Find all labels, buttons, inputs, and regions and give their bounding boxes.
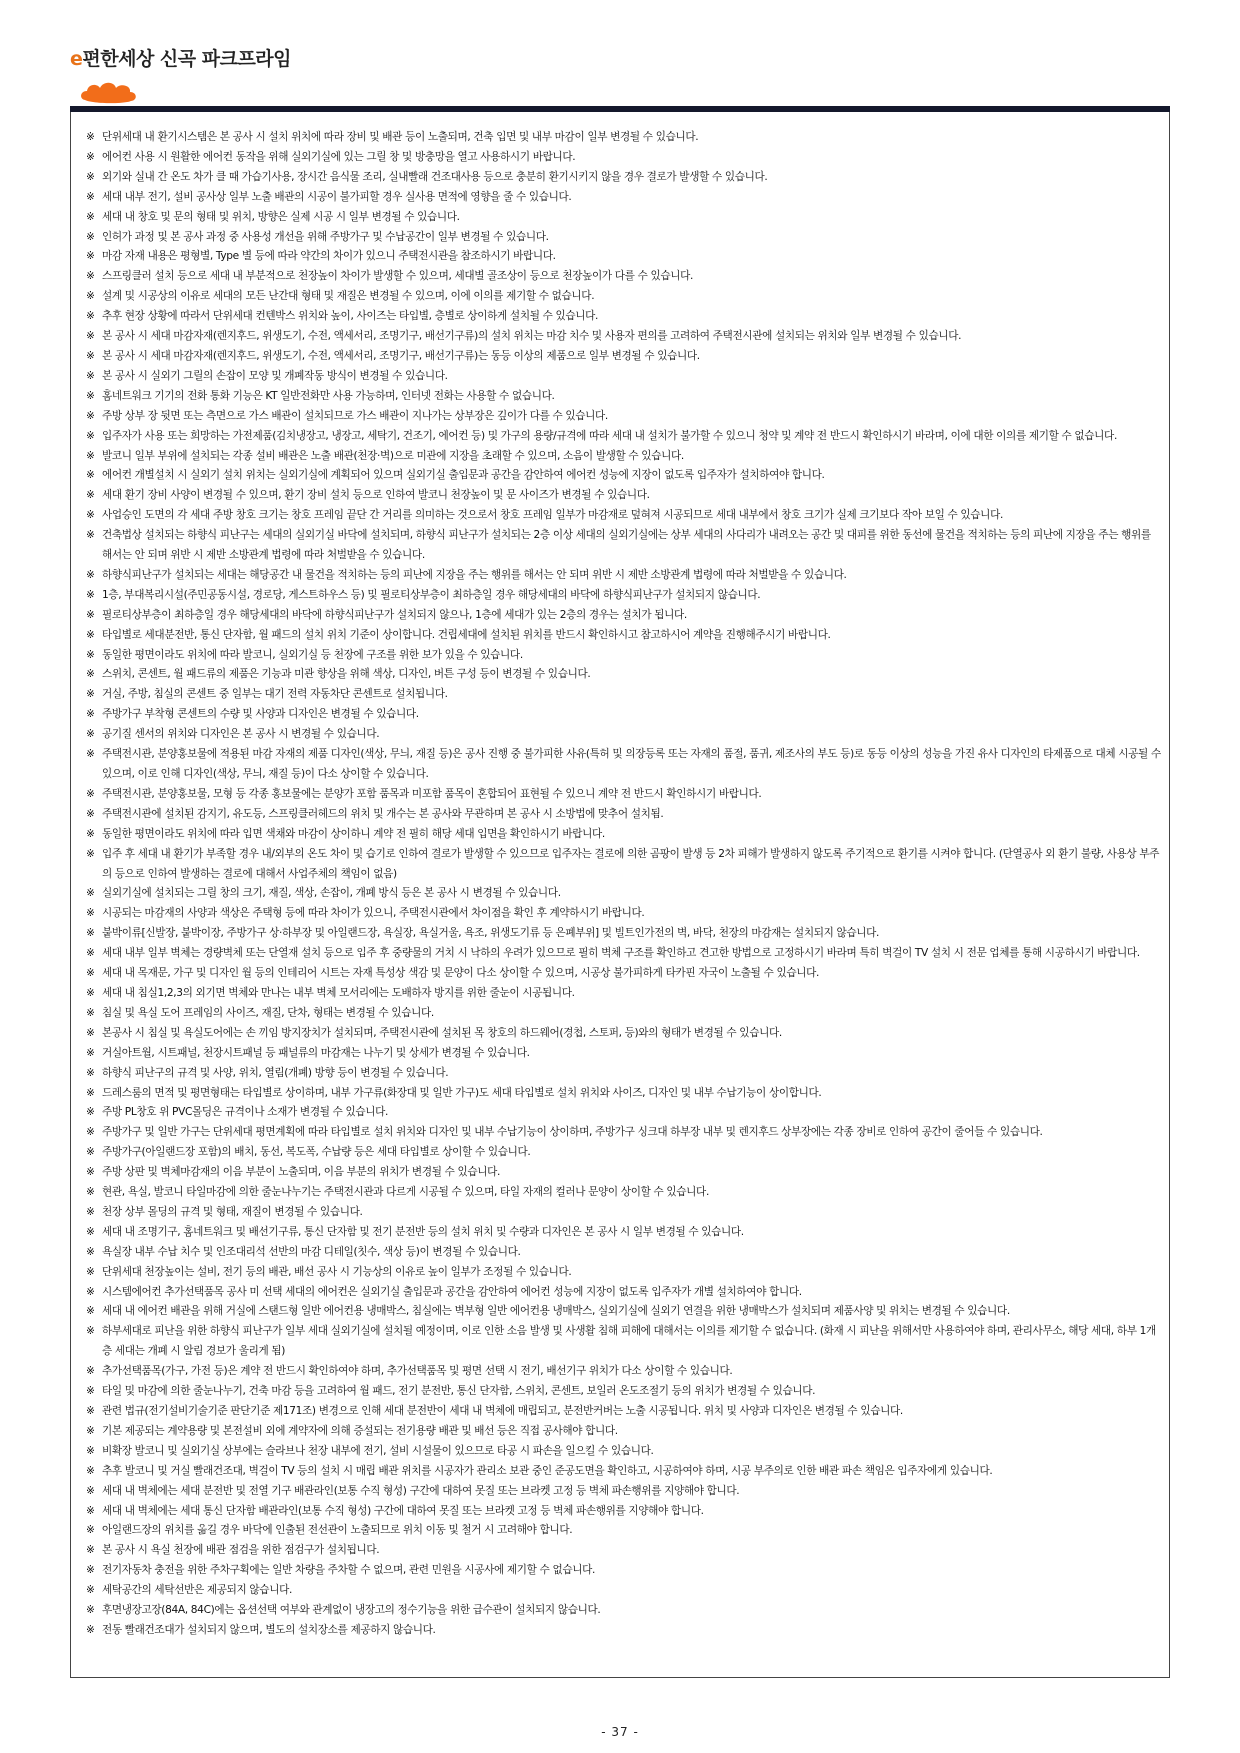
reference-mark-icon: ※ [86,1126,95,1139]
notice-item [86,924,1162,944]
reference-mark-icon: ※ [86,349,95,362]
notice-item [86,526,1162,566]
notice-text: 주방가구 부착형 콘센트의 수량 및 사양과 디자인은 변경될 수 있습니다. [102,708,419,721]
notice-text: 시공되는 마감재의 사양과 색상은 주택형 등에 따라 차이가 있으니, 주택전시관에서 차이점을 확인 후 계약하시기 바랍니다. [102,907,645,920]
notice-text: 타일 및 마감에 의한 줄눈나누기, 건축 마감 등을 고려하여 월 패드, 전기 분전반, 통신 단자함, 스위치, 콘센트, 보일러 온도조절기 등의 위치가 변경될 수 있습니다. [102,1385,816,1398]
reference-mark-icon: ※ [86,668,95,681]
notice-item [86,128,1162,148]
reference-mark-icon: ※ [86,1584,95,1597]
brand-prefix: e [70,48,83,70]
notice-text: 주택전시관, 분양홍보물에 적용된 마감 자재의 제품 디자인(색상, 무늬, 재질 등)은 공사 진행 중 불가피한 사유(특허 및 의장등록 또는 자재의 품절, 품귀, 제조사의 부도 등)로 동등 이상의 성능을 가진 유사 디자인의 타제품으로 대체 시공될 수 있으며, 이로 인해 디자인(색상, 무늬, 재질 등)이 다소 상이할 수 있습니다. [102,748,1161,780]
notice-text: 추후 현장 상황에 따라서 단위세대 컨텐박스 위치와 높이, 사이즈는 타입별, 층별로 상이하게 설치될 수 있습니다. [102,310,599,323]
notice-item [86,845,1162,885]
notice-item [86,1283,1162,1303]
notice-item [86,825,1162,845]
notice-item [86,685,1162,705]
notice-item [86,1601,1162,1621]
notice-item [86,665,1162,685]
reference-mark-icon: ※ [86,449,95,462]
reference-mark-icon: ※ [86,190,95,203]
notice-item [86,944,1162,964]
reference-mark-icon: ※ [86,628,95,641]
notice-text: 세대 내 창호 및 문의 형태 및 위치, 방향은 실제 시공 시 일부 변경될 수 있습니다. [102,210,460,223]
reference-mark-icon: ※ [86,688,95,701]
notice-text: 붙박이류[신발장, 붙박이장, 주방가구 상·하부장 및 아일랜드장, 욕실장, 욕실거울, 욕조, 위생도기류 등 은폐부위] 및 빌트인가전의 벽, 바닥, 천장의 마감재는 설치되지 않습니다. [102,927,880,940]
reference-mark-icon: ※ [86,1464,95,1477]
notice-text: 세대 내 벽체에는 세대 통신 단자함 배관라인(보통 수직 형성) 구간에 대하여 못질 또는 브라켓 고정 등 벽체 파손행위를 지양해야 합니다. [102,1504,704,1517]
notice-item [86,307,1162,327]
notice-item [86,1004,1162,1024]
reference-mark-icon: ※ [86,489,95,502]
notice-item [86,646,1162,666]
notice-text: 입주 후 세대 내 환기가 부족할 경우 내/외부의 온도 차이 및 습기로 인하여 결로가 발생할 수 있으므로 입주자는 결로에 의한 곰팡이 발생 등 2차 피해가 발생하지 않도록 주기적으로 환기를 시켜야 합니다. (단열공사 외 환기 불량, 사용상 부주의 등으로 인하여 발생하는 결로에 대해서 사업주체의 책임이 없음) [102,847,1160,880]
notice-item [86,1103,1162,1123]
notice-text: 주방가구(아일랜드장 포함)의 배치, 동선, 복도폭, 수납량 등은 세대 타입별로 상이할 수 있습니다. [102,1146,531,1159]
notice-text: 동일한 평면이라도 위치에 따라 발코니, 실외기실 등 천장에 구조를 위한 보가 있을 수 있습니다. [102,648,523,661]
notice-text: 세대 환기 장비 사양이 변경될 수 있으며, 환기 장비 설치 등으로 인하여 발코니 천장높이 및 문 사이즈가 변경될 수 있습니다. [102,489,650,502]
reference-mark-icon: ※ [86,1146,95,1159]
notice-item [86,1442,1162,1462]
notice-text: 관련 법규(전기설비기술기준 판단기준 제171조) 변경으로 인해 세대 분전반이 세대 내 벽체에 매립되고, 분전반커버는 노출 시공됩니다. 위치 및 사양과 디자인은 변경될 수 있습니다. [102,1405,903,1417]
notice-text: 세대 내 침실1,2,3의 외기면 벽체와 만나는 내부 벽체 모서리에는 도배하자 방지를 위한 줄눈이 시공됩니다. [102,986,575,999]
notice-item [86,566,1162,586]
reference-mark-icon: ※ [86,787,95,800]
notice-text: 천장 상부 몰딩의 규격 및 형태, 재질이 변경될 수 있습니다. [102,1205,363,1218]
reference-mark-icon: ※ [86,131,95,143]
notice-item [86,367,1162,387]
notice-text: 현관, 욕실, 발코니 타일마감에 의한 줄눈나누기는 주택전시관과 다르게 시공될 수 있으며, 타일 자재의 컬러나 문양이 상이할 수 있습니다. [102,1186,709,1199]
notice-item [86,1482,1162,1502]
notice-item [86,267,1162,287]
reference-mark-icon: ※ [86,310,95,323]
notice-text: 1층, 부대복리시설(주민공동시설, 경로당, 게스트하우스 등) 및 필로티상부층이 최하층일 경우 해당세대의 바닥에 하향식피난구가 설치되지 않습니다. [102,588,761,601]
notice-text: 비확장 발코니 및 실외기실 상부에는 슬라브나 천장 내부에 전기, 설비 시설물이 있으므로 타공 시 파손을 일으킬 수 있습니다. [102,1444,654,1457]
notice-item [86,168,1162,188]
notice-text: 에어컨 사용 시 원활한 에어컨 동작을 위해 실외기실에 있는 그릴 창 및 방충망을 열고 사용하시기 바랍니다. [102,150,576,163]
reference-mark-icon: ※ [86,1544,95,1557]
notice-text: 세대 내 벽체에는 세대 분전반 및 전열 기구 배관라인(보통 수직 형성) 구간에 대하여 못질 또는 브라켓 고정 등 벽체 파손행위를 지양해야 합니다. [102,1484,740,1497]
reference-mark-icon: ※ [86,389,95,402]
notice-text: 세대 내부 일부 벽체는 경량벽체 또는 단열재 설치 등으로 입주 후 중량물의 거치 시 낙하의 우려가 있으므로 필히 벽체 구조를 확인하고 견고한 방법으로 고정하시기 바라며 특히 벽걸이 TV 설치 시 전문 업체를 통해 시공하시기 바랍니다. [102,947,1140,960]
notice-item [86,228,1162,248]
reference-mark-icon: ※ [86,1166,95,1179]
notice-text: 세대 내 목재문, 가구 및 디자인 월 등의 인테리어 시트는 자재 특성상 색감 및 문양이 다소 상이할 수 있으며, 시공상 불가피하게 타카핀 자국이 노출될 수 있습니다. [102,967,820,980]
notice-item [86,407,1162,427]
notice-text: 입주자가 사용 또는 희망하는 가전제품(김치냉장고, 냉장고, 세탁기, 건조기, 에어컨 등) 및 가구의 용량/규격에 따라 세대 내 설치가 불가할 수 있으니 청약 및 계약 전 반드시 확인하시기 바라며, 이에 대한 이의를 제기할 수 없습니다. [102,429,1117,442]
reference-mark-icon: ※ [86,1424,95,1437]
notice-text: 시스템에어컨 추가선택품목 공사 미 선택 세대의 에어컨은 실외기실 출입문과 공간을 감안하여 에어컨 성능에 지장이 없도록 입주자가 개별 설치하여야 합니다. [102,1285,802,1298]
notice-text: 거실, 주방, 침실의 콘센트 중 일부는 대기 전력 자동차단 콘센트로 설치됩니다. [102,688,448,701]
reference-mark-icon: ※ [86,1564,95,1577]
notice-text: 기본 제공되는 계약용량 및 본전설비 외에 계약자에 의해 증설되는 전기용량 배관 및 배선 등은 직접 공사해야 합니다. [102,1424,618,1437]
notice-item [86,208,1162,228]
notice-text: 주방 상판 및 벽체마감재의 이음 부분이 노출되며, 이음 부분의 위치가 변경될 수 있습니다. [102,1166,501,1179]
notice-item [86,1183,1162,1203]
reference-mark-icon: ※ [86,728,95,741]
reference-mark-icon: ※ [86,1186,95,1199]
reference-mark-icon: ※ [86,1086,95,1099]
notice-item [86,1084,1162,1104]
notice-item [86,466,1162,486]
notice-text: 추가선택품목(가구, 가전 등)은 계약 전 반드시 확인하여야 하며, 추가선택품목 및 평면 선택 시 전기, 배선기구 위치가 다소 상이할 수 있습니다. [102,1365,733,1378]
reference-mark-icon: ※ [86,887,95,900]
notice-item [86,1163,1162,1183]
reference-mark-icon: ※ [86,648,95,661]
reference-mark-icon: ※ [86,1365,95,1378]
reference-mark-icon: ※ [86,509,95,522]
notice-text: 세대 내부 전기, 설비 공사상 일부 노출 배관의 시공이 불가피할 경우 실사용 면적에 영향을 줄 수 있습니다. [102,190,572,203]
reference-mark-icon: ※ [86,429,95,442]
notice-item [86,327,1162,347]
notice-item [86,447,1162,467]
notice-item [86,1382,1162,1402]
notice-item [86,1302,1162,1322]
notice-item [86,247,1162,267]
reference-mark-icon: ※ [86,1524,95,1537]
reference-mark-icon: ※ [86,1066,95,1079]
notice-text: 발코니 일부 부위에 설치되는 각종 설비 배관은 노출 배관(천장·벽)으로 미관에 지장을 초래할 수 있으며, 소음이 발생할 수 있습니다. [102,449,684,462]
notice-item [86,805,1162,825]
notice-text: 타입별로 세대분전반, 통신 단자함, 월 패드의 설치 위치 기준이 상이합니다. 건립세대에 설치된 위치를 반드시 확인하시고 참고하시어 계약을 진행해주시기 바랍니다. [102,628,831,641]
reference-mark-icon: ※ [86,1444,95,1457]
reference-mark-icon: ※ [86,330,95,343]
reference-mark-icon: ※ [86,1484,95,1497]
reference-mark-icon: ※ [86,1385,95,1398]
notice-item [86,427,1162,447]
notice-item [86,1402,1162,1422]
notice-text: 외기와 실내 간 온도 차가 클 때 가습기사용, 장시간 음식물 조리, 실내빨래 건조대사용 등으로 충분히 환기시키지 않을 경우 결로가 발생할 수 있습니다. [102,170,768,183]
reference-mark-icon: ※ [86,529,95,542]
notice-item [86,1143,1162,1163]
notice-text: 공기질 센서의 위치와 디자인은 본 공사 시 변경될 수 있습니다. [102,728,380,741]
reference-mark-icon: ※ [86,1046,95,1059]
notice-text: 필로티상부층이 최하층일 경우 해당세대의 바닥에 하향식피난구가 설치되지 않으나, 1층에 세대가 있는 2층의 경우는 설치가 됩니다. [102,608,687,621]
reference-mark-icon: ※ [86,270,95,283]
brand-title [70,44,291,71]
reference-mark-icon: ※ [86,1245,95,1258]
notice-item [86,1561,1162,1581]
notice-item [86,1621,1162,1641]
reference-mark-icon: ※ [86,1026,95,1039]
reference-mark-icon: ※ [86,1205,95,1218]
reference-mark-icon: ※ [86,290,95,303]
notice-text: 스프링클러 설치 등으로 세대 내 부분적으로 천장높이 차이가 발생할 수 있으며, 세대별 골조상이 등으로 천장높이가 다를 수 있습니다. [102,270,694,283]
reference-mark-icon: ※ [86,1325,95,1338]
notice-text: 욕실장 내부 수납 치수 및 인조대리석 선반의 마감 디테일(칫수, 색상 등)이 변경될 수 있습니다. [102,1245,521,1258]
reference-mark-icon: ※ [86,608,95,621]
reference-mark-icon: ※ [86,369,95,382]
notice-item [86,1422,1162,1442]
reference-mark-icon: ※ [86,1106,95,1119]
notice-item [86,1263,1162,1283]
reference-mark-icon: ※ [86,250,95,263]
reference-mark-icon: ※ [86,1623,95,1636]
notice-item [86,606,1162,626]
reference-mark-icon: ※ [86,588,95,601]
notice-text: 하향식피난구가 설치되는 세대는 해당공간 내 물건을 적치하는 등의 피난에 지장을 주는 행위를 해서는 안 되며 위반 시 제반 소방관계 법령에 따라 처벌받을 수 있습니다. [102,568,847,581]
reference-mark-icon: ※ [86,708,95,721]
notice-text: 주택전시관, 분양홍보물, 모형 등 각종 홍보물에는 분양가 포함 품목과 미포함 품목이 혼합되어 표현될 수 있으니 계약 전 반드시 확인하시기 바랍니다. [102,787,762,800]
notice-item [86,725,1162,745]
reference-mark-icon: ※ [86,1285,95,1298]
notice-text: 본 공사 시 실외기 그릴의 손잡이 모양 및 개폐작동 방식이 변경될 수 있습니다. [102,369,448,382]
notice-list [86,128,1162,1641]
notice-text: 단위세대 내 환기시스템은 본 공사 시 설치 위치에 따라 장비 및 배관 등이 노출되며, 건축 입면 및 내부 마감이 일부 변경될 수 있습니다. [102,131,699,143]
notice-item [86,287,1162,307]
notice-item [86,188,1162,208]
notice-item [86,1521,1162,1541]
notice-item [86,1243,1162,1263]
notice-text: 침실 및 욕실 도어 프레임의 사이즈, 재질, 단차, 형태는 변경될 수 있습니다. [102,1006,434,1019]
notice-text: 본 공사 시 세대 마감자재(렌지후드, 위생도기, 수전, 액세서리, 조명기구, 배선기구류)는 동등 이상의 제품으로 일부 변경될 수 있습니다. [102,349,700,362]
notice-text: 인허가 과정 및 본 공사 과정 중 사용성 개선을 위해 주방가구 및 수납공간이 일부 변경될 수 있습니다. [102,230,549,243]
notice-item [86,904,1162,924]
notice-item [86,884,1162,904]
notice-item [86,1502,1162,1522]
notice-text: 설계 및 시공상의 이유로 세대의 모든 난간대 형태 및 재질은 변경될 수 있으며, 이에 이의를 제기할 수 없습니다. [102,290,595,303]
notice-item [86,964,1162,984]
reference-mark-icon: ※ [86,1504,95,1517]
notice-item [86,984,1162,1004]
reference-mark-icon: ※ [86,469,95,482]
notice-item [86,1362,1162,1382]
notice-text: 본공사 시 침실 및 욕실도어에는 손 끼임 방지장치가 설치되며, 주택전시관에 설치된 목 창호의 하드웨어(경첩, 스토퍼, 등)와의 형태가 변경될 수 있습니다. [102,1026,782,1039]
notice-item [86,387,1162,407]
reference-mark-icon: ※ [86,230,95,243]
notice-text: 주방가구 및 일반 가구는 단위세대 평면계획에 따라 타입별로 설치 위치와 디자인 및 내부 수납기능이 상이하며, 주방가구 싱크대 하부장 내부 및 렌지후드 상부장에는 각종 장비로 인하여 공간이 줄어들 수 있습니다. [102,1126,1043,1139]
notice-text: 주방 상부 장 뒷면 또는 측면으로 가스 배관이 설치되므로 가스 배관이 지나가는 상부장은 깊이가 다를 수 있습니다. [102,409,608,422]
notice-text: 하향식 피난구의 규격 및 사양, 위치, 열림(개폐) 방향 등이 변경될 수 있습니다. [102,1066,449,1079]
reference-mark-icon: ※ [86,986,95,999]
notice-item [86,148,1162,168]
reference-mark-icon: ※ [86,1305,95,1318]
notice-text: 본 공사 시 욕실 천장에 배관 점검을 위한 점검구가 설치됩니다. [102,1544,380,1557]
notice-text: 주택전시관에 설치된 감지기, 유도등, 스프링클러헤드의 위치 및 개수는 본 공사와 무관하며 본 공사 시 소방법에 맞추어 설치됨. [102,807,664,820]
reference-mark-icon: ※ [86,927,95,940]
notice-item [86,1223,1162,1243]
reference-mark-icon: ※ [86,568,95,581]
notice-item [86,347,1162,367]
notice-text: 거실아트월, 시트패널, 천장시트패널 등 패널류의 마감재는 나누기 및 상세가 변경될 수 있습니다. [102,1046,530,1059]
notice-text: 홈네트워크 기기의 전화 통화 기능은 KT 일반전화만 사용 가능하며, 인터넷 전화는 사용할 수 없습니다. [102,389,555,402]
notice-item [86,1123,1162,1143]
reference-mark-icon: ※ [86,210,95,223]
reference-mark-icon: ※ [86,827,95,840]
orange-cloud-logo [79,78,139,106]
notice-text: 세대 내 조명기구, 홈네트워크 및 배선기구류, 통신 단자함 및 전기 분전반 등의 설치 위치 및 수량과 디자인은 본 공사 시 일부 변경될 수 있습니다. [102,1225,744,1238]
reference-mark-icon: ※ [86,170,95,183]
reference-mark-icon: ※ [86,967,95,980]
reference-mark-icon: ※ [86,150,95,163]
reference-mark-icon: ※ [86,1405,95,1417]
notice-item [86,1541,1162,1561]
notice-text: 건축법상 설치되는 하향식 피난구는 세대의 실외기실 바닥에 설치되며, 하향식 피난구가 설치되는 2층 이상 세대의 실외기실에는 상부 세대의 사다리가 내려오는 공간 및 대피를 위한 동선에 물건을 적치하는 등의 피난에 지장을 주는 행위를 해서는 안 되며 위반 시 제반 소방관계 법령에 따라 처벌받을 수 있습니다. [102,529,1151,562]
reference-mark-icon: ※ [86,748,95,761]
reference-mark-icon: ※ [86,1265,95,1278]
notice-text: 에어컨 개별설치 시 실외기 설치 위치는 실외기실에 계획되어 있으며 실외기실 출입문과 공간을 감안하여 에어컨 성능에 지장이 없도록 입주자가 설치하여야 합니다. [102,469,825,482]
reference-mark-icon: ※ [86,1604,95,1617]
notice-text: 전기자동차 충전을 위한 주차구획에는 일반 차량을 주차할 수 없으며, 관련 민원을 시공사에 제기할 수 없습니다. [102,1564,596,1577]
notice-item [86,1044,1162,1064]
notice-text: 사업승인 도면의 각 세대 주방 창호 크기는 창호 프레임 끝단 간 거리를 의미하는 것으로서 창호 프레임 일부가 마감재로 덮혀져 시공되므로 세대 내부에서 창호 크기가 실제 크기보다 작아 보일 수 있습니다. [102,509,1003,522]
notice-text: 본 공사 시 세대 마감자재(렌지후드, 위생도기, 수전, 액세서리, 조명기구, 배선기구류)의 설치 위치는 마감 치수 및 사용자 편의를 고려하여 주택전시관에 설치되는 위치와 일부 변경될 수 있습니다. [102,330,962,343]
notice-text: 하부세대로 피난을 위한 하향식 피난구가 일부 세대 실외기실에 설치될 예정이며, 이로 인한 소음 발생 및 사생활 침해 피해에 대해서는 이의를 제기할 수 없습니다. (화재 시 피난을 위해서만 사용하여야 하며, 관리사무소, 해당 세대, 하부 1개 층 세대는 개폐 시 알림 경보가 울리게 됨) [102,1325,1156,1358]
notice-text: 전동 빨래건조대가 설치되지 않으며, 별도의 설치장소를 제공하지 않습니다. [102,1623,436,1636]
notice-item [86,486,1162,506]
notice-item [86,1203,1162,1223]
notice-item [86,1462,1162,1482]
reference-mark-icon: ※ [86,409,95,422]
notice-text: 동일한 평면이라도 위치에 따라 입면 색채와 마감이 상이하니 계약 전 필히 해당 세대 입면을 확인하시기 바랍니다. [102,827,605,840]
notice-item [86,785,1162,805]
notice-item [86,506,1162,526]
notice-item [86,1581,1162,1601]
notice-item [86,1024,1162,1044]
notice-text: 마감 자재 내용은 평형별, Type 별 등에 따라 약간의 차이가 있으니 주택전시관을 참조하시기 바랍니다. [102,250,556,263]
notice-text: 세탁공간의 세탁선반은 제공되지 않습니다. [102,1584,292,1597]
reference-mark-icon: ※ [86,847,95,860]
notice-text: 추후 발코니 및 거실 빨래건조대, 벽걸이 TV 등의 설치 시 매립 배관 위치를 시공자가 관리소 보관 중인 준공도면을 확인하고, 시공하여야 하며, 시공 부주의로 인한 배관 파손 책임은 입주자에게 있습니다. [102,1464,993,1477]
notice-item [86,626,1162,646]
notice-text: 아일랜드장의 위치를 옮길 경우 바닥에 인출된 전선관이 노출되므로 위치 이동 및 철거 시 고려해야 합니다. [102,1524,573,1537]
notice-text: 드레스룸의 면적 및 평면형태는 타입별로 상이하며, 내부 가구류(화장대 및 일반 가구)도 세대 타입별로 설치 위치와 사이즈, 디자인 및 내부 수납기능이 상이합니다. [102,1086,822,1099]
notice-text: 스위치, 콘센트, 월 패드류의 제품은 기능과 미관 향상을 위해 색상, 디자인, 버튼 구성 등이 변경될 수 있습니다. [102,668,591,681]
notice-item [86,705,1162,725]
reference-mark-icon: ※ [86,1225,95,1238]
brand-name: 편한세상 신곡 파크프라임 [82,48,292,70]
notice-text: 주방 PL창호 위 PVC몰딩은 규격이나 소재가 변경될 수 있습니다. [102,1106,389,1119]
reference-mark-icon: ※ [86,1006,95,1019]
notice-text: 후면냉장고장(84A, 84C)에는 옵션선택 여부와 관계없이 냉장고의 정수기능을 위한 급수관이 설치되지 않습니다. [102,1604,601,1617]
reference-mark-icon: ※ [86,907,95,920]
notice-item [86,586,1162,606]
notice-text: 단위세대 천장높이는 설비, 전기 등의 배관, 배선 공사 시 기능상의 이유로 높이 일부가 조정될 수 있습니다. [102,1265,572,1278]
notice-item [86,745,1162,785]
notice-item [86,1064,1162,1084]
notice-item [86,1322,1162,1362]
reference-mark-icon: ※ [86,807,95,820]
reference-mark-icon: ※ [86,947,95,960]
notice-text: 세대 내 에어컨 배관을 위해 거실에 스탠드형 일반 에어컨용 냉매박스, 침실에는 벽부형 일반 에어컨용 냉매박스, 실외기실에 실외기 연결을 위한 냉매박스가 설치되며 제품사양 및 위치는 변경될 수 있습니다. [102,1305,1010,1318]
notice-text: 실외기실에 설치되는 그릴 창의 크기, 재질, 색상, 손잡이, 개폐 방식 등은 본 공사 시 변경될 수 있습니다. [102,887,561,900]
page-number: - 37 - [601,1725,639,1739]
